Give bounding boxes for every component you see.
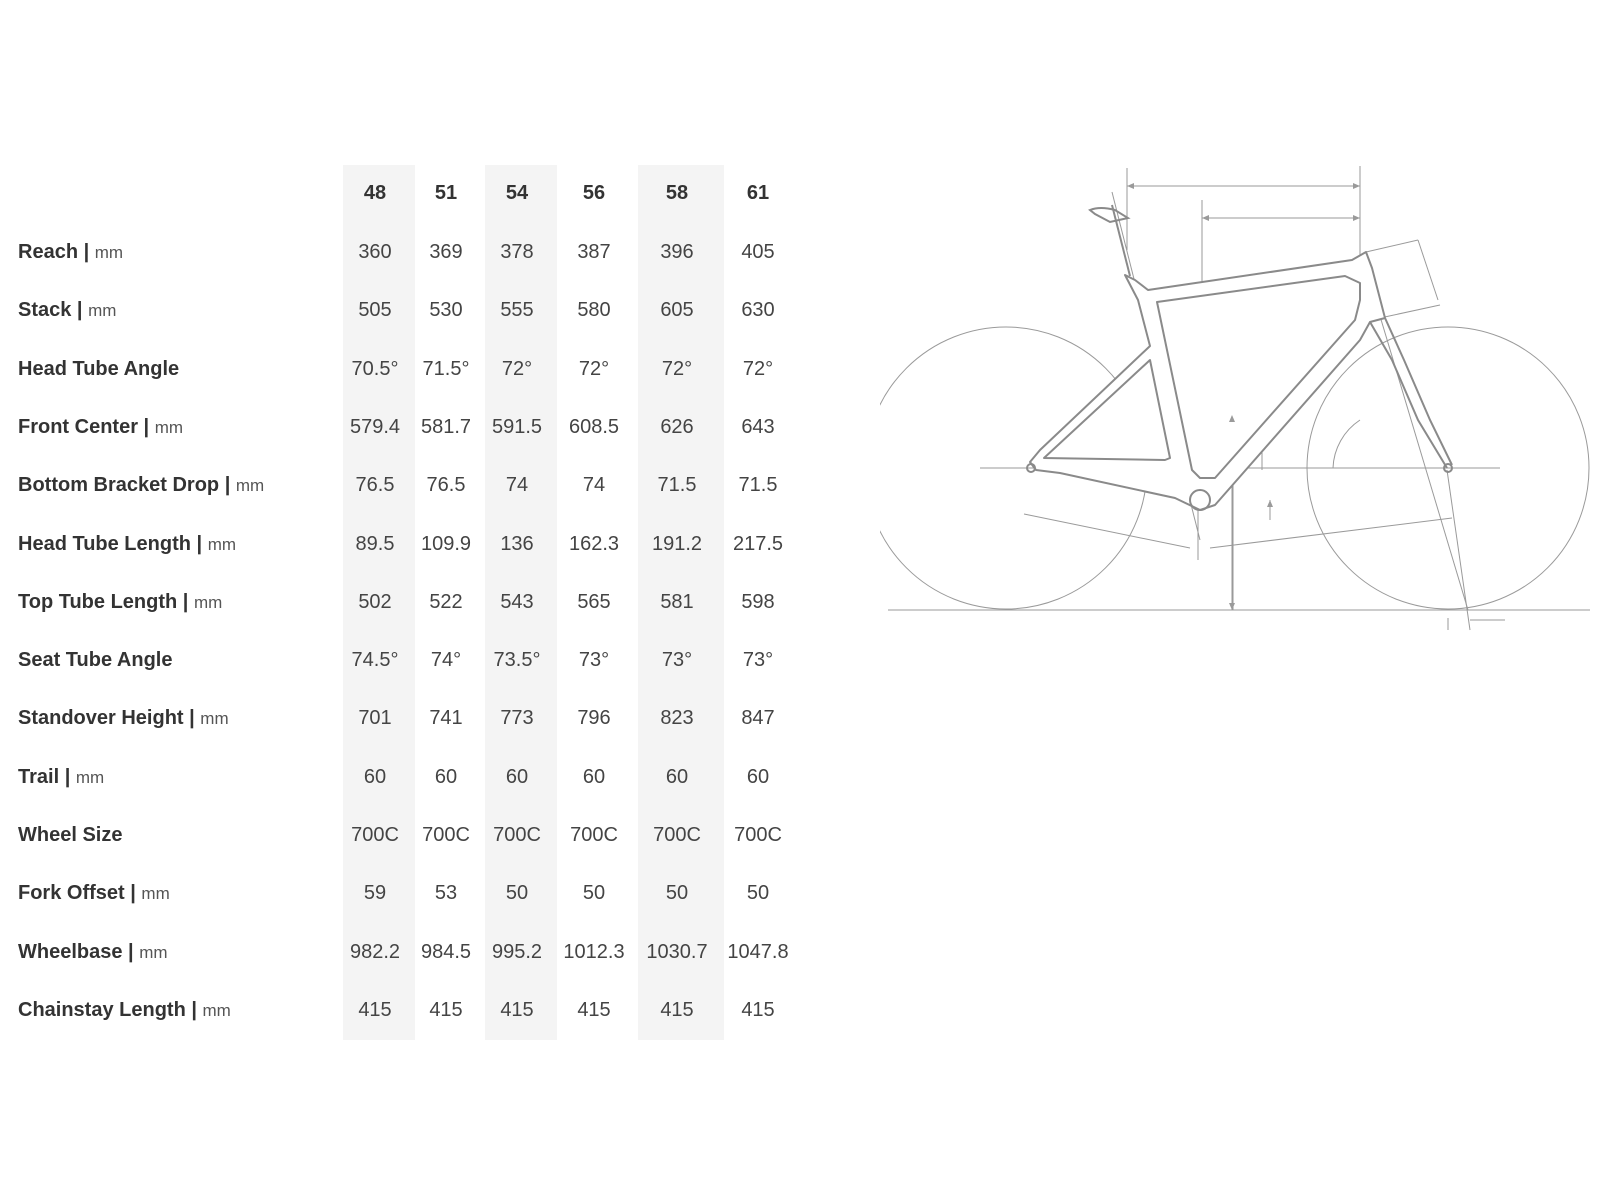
table-cell: 581	[660, 591, 694, 613]
row-label	[18, 357, 179, 381]
unit-separator: |	[183, 707, 201, 729]
table-cell: 74°	[430, 649, 462, 671]
row-label-text: Wheel Size	[18, 824, 123, 846]
row-label-text: Chainstay Length	[18, 999, 186, 1021]
table-cell: 581.7	[420, 416, 472, 438]
size-header: 48	[363, 182, 387, 204]
table-cell: 360	[358, 241, 392, 263]
table-cell: 415	[429, 999, 463, 1021]
table-cell: 823	[660, 707, 694, 729]
table-cell: 74.5°	[351, 649, 399, 671]
table-cell: 605	[660, 299, 694, 321]
row-unit: mm	[139, 943, 168, 962]
size-header: 54	[505, 182, 529, 204]
row-label	[18, 240, 123, 265]
table-cell: 60	[505, 766, 529, 788]
table-cell: 608.5	[568, 416, 620, 438]
table-cell: 50	[505, 882, 529, 904]
table-cell: 700C	[422, 824, 470, 846]
table-cell: 109.9	[420, 533, 472, 555]
row-unit: mm	[75, 768, 105, 787]
unit-separator: |	[122, 941, 140, 963]
table-cell: 72°	[742, 358, 774, 380]
table-cell: 191.2	[651, 533, 703, 555]
row-unit: mm	[200, 709, 229, 728]
row-unit: mm	[235, 476, 265, 495]
table-cell: 73°	[661, 649, 693, 671]
unit-separator: |	[219, 474, 236, 496]
chainstay-dim	[1024, 514, 1190, 548]
table-cell: 415	[660, 999, 694, 1021]
table-cell: 773	[500, 707, 534, 729]
row-label	[18, 473, 264, 498]
table-cell: 741	[429, 707, 463, 729]
table-cell: 396	[660, 241, 694, 263]
table-cell: 162.3	[568, 533, 620, 555]
unit-separator: |	[78, 241, 95, 263]
table-cell: 847	[741, 707, 775, 729]
table-cell: 72°	[501, 358, 533, 380]
table-cell: 591.5	[491, 416, 543, 438]
table-cell: 71.5	[657, 474, 697, 496]
row-label-text: Top Tube Length	[18, 591, 178, 613]
row-unit: mm	[207, 535, 237, 554]
row-label-text: Fork Offset	[18, 882, 125, 904]
table-cell: 74	[582, 474, 606, 496]
table-cell: 74	[505, 474, 529, 496]
table-cell: 60	[363, 766, 387, 788]
row-unit: mm	[154, 418, 184, 437]
table-cell: 1047.8	[727, 941, 789, 963]
table-cell: 73°	[742, 649, 774, 671]
table-cell: 378	[500, 241, 534, 263]
row-label	[18, 765, 104, 790]
table-cell: 580	[577, 299, 611, 321]
row-label-text: Head Tube Angle	[18, 358, 180, 380]
table-cell: 643	[741, 416, 775, 438]
table-cell: 53	[434, 882, 458, 904]
row-unit: mm	[193, 593, 223, 612]
unit-separator: |	[59, 766, 76, 788]
table-cell: 50	[746, 882, 770, 904]
table-cell: 405	[741, 241, 775, 263]
table-cell: 60	[434, 766, 458, 788]
row-unit: mm	[94, 243, 124, 262]
row-label-text: Seat Tube Angle	[18, 649, 173, 671]
table-cell: 136	[500, 533, 534, 555]
table-cell: 369	[429, 241, 463, 263]
table-cell: 70.5°	[351, 358, 399, 380]
row-label	[18, 940, 168, 965]
table-cell: 71.5	[738, 474, 778, 496]
table-cell: 565	[577, 591, 611, 613]
geometry-table	[0, 0, 800, 1100]
row-label-text: Reach	[18, 241, 79, 263]
table-cell: 76.5	[426, 474, 466, 496]
table-cell: 415	[358, 999, 392, 1021]
unit-separator: |	[185, 999, 203, 1021]
table-cell: 579.4	[349, 416, 401, 438]
table-cell: 982.2	[349, 941, 401, 963]
table-cell: 60	[746, 766, 770, 788]
table-cell: 60	[582, 766, 606, 788]
size-header: 58	[665, 182, 689, 204]
table-cell: 630	[741, 299, 775, 321]
fork	[1370, 322, 1447, 468]
table-cell: 522	[429, 591, 463, 613]
row-label-text: Front Center	[18, 416, 138, 438]
table-cell: 72°	[661, 358, 693, 380]
unit-separator: |	[124, 882, 142, 904]
bike-geometry-diagram	[880, 160, 1595, 640]
row-label	[18, 998, 231, 1023]
table-cell: 984.5	[420, 941, 472, 963]
row-label	[18, 415, 183, 440]
table-cell: 1030.7	[646, 941, 708, 963]
table-cell: 1012.3	[563, 941, 625, 963]
unit-separator: |	[71, 299, 89, 321]
table-cell: 995.2	[491, 941, 543, 963]
head-tube-dim	[1366, 240, 1418, 252]
size-header: 51	[434, 182, 458, 204]
table-cell: 217.5	[732, 533, 784, 555]
table-cell: 700C	[653, 824, 701, 846]
row-unit: mm	[141, 884, 170, 903]
table-cell: 387	[577, 241, 611, 263]
table-cell: 71.5°	[422, 358, 470, 380]
size-header: 61	[746, 182, 770, 204]
row-label	[18, 706, 229, 731]
table-cell: 50	[582, 882, 606, 904]
table-cell: 700C	[570, 824, 618, 846]
row-label	[18, 590, 222, 615]
row-label	[18, 298, 116, 323]
row-label-text: Stack	[18, 299, 72, 321]
table-cell: 415	[500, 999, 534, 1021]
table-cell: 89.5	[355, 533, 395, 555]
front-center-dim	[1210, 518, 1452, 548]
row-label-text: Wheelbase	[18, 941, 123, 963]
table-cell: 543	[500, 591, 534, 613]
row-label-text: Bottom Bracket Drop	[18, 474, 220, 496]
table-cell: 502	[358, 591, 392, 613]
table-cell: 700C	[734, 824, 782, 846]
row-unit: mm	[202, 1001, 231, 1020]
table-cell: 555	[500, 299, 534, 321]
table-cell: 796	[577, 707, 611, 729]
table-cell: 700C	[493, 824, 541, 846]
unit-separator: |	[190, 533, 208, 555]
table-cell: 60	[665, 766, 689, 788]
size-header: 56	[582, 182, 606, 204]
unit-separator: |	[177, 591, 194, 613]
table-cell: 415	[741, 999, 775, 1021]
saddle	[1090, 208, 1128, 222]
row-label-text: Head Tube Length	[18, 533, 191, 555]
table-cell: 415	[577, 999, 611, 1021]
row-label	[18, 532, 236, 557]
table-cell: 73°	[578, 649, 610, 671]
row-label-text: Standover Height	[18, 707, 184, 729]
row-label	[18, 881, 170, 906]
row-label-text: Trail	[18, 766, 60, 788]
row-unit: mm	[88, 301, 117, 320]
table-cell: 626	[660, 416, 694, 438]
table-cell: 59	[363, 882, 387, 904]
table-cell: 72°	[578, 358, 610, 380]
table-cell: 598	[741, 591, 775, 613]
table-cell: 700C	[351, 824, 399, 846]
table-cell: 701	[358, 707, 392, 729]
table-cell: 76.5	[355, 474, 395, 496]
table-cell: 50	[665, 882, 689, 904]
row-label	[18, 823, 122, 847]
table-cell: 530	[429, 299, 463, 321]
row-label	[18, 648, 172, 672]
unit-separator: |	[138, 416, 155, 438]
table-cell: 505	[358, 299, 392, 321]
table-cell: 73.5°	[493, 649, 541, 671]
